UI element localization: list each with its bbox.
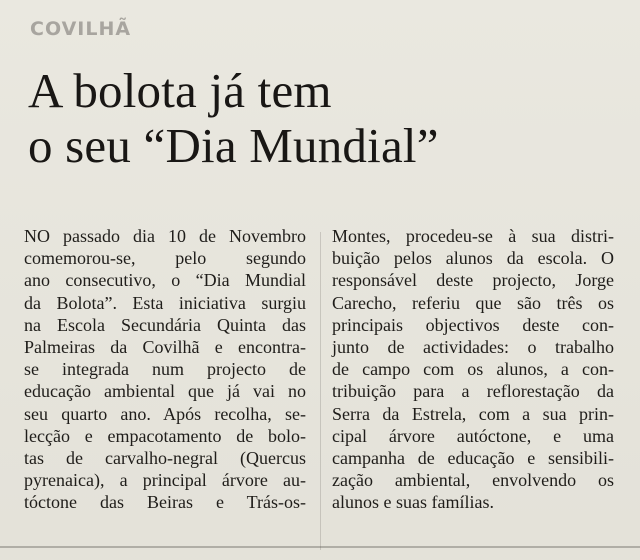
article-column-left [24, 225, 306, 514]
article-line: buição pelos alunos da escola. O [332, 248, 614, 269]
column-divider [320, 232, 321, 550]
article-line: campanha de educação e sensibili- [332, 448, 614, 469]
article-line: principais objectivos deste con- [332, 314, 614, 335]
article-line: seu quarto ano. Após recolha, se- [24, 403, 306, 424]
article-column-right [332, 225, 614, 514]
section-label: COVILHÃ [30, 18, 132, 40]
headline [28, 64, 618, 174]
article-line: de campo com os alunos, a con- [332, 359, 614, 380]
article-line: lecção e empacotamento de bolo- [24, 425, 306, 446]
article-line: pyrenaica), a principal árvore au- [24, 470, 306, 491]
headline-line-2: o seu “Dia Mundial” [28, 117, 439, 173]
article-line: ano consecutivo, o “Dia Mundial [24, 270, 306, 291]
article-line: zação ambiental, envolvendo os [332, 470, 614, 491]
article-line: alunos e suas famílias. [332, 492, 494, 513]
article-line: se integrada num projecto de [24, 359, 306, 380]
article-line: tóctone das Beiras e Trás-os- [24, 492, 306, 513]
article-line: na Escola Secundária Quinta das [24, 314, 306, 335]
article-line: Serra da Estrela, com a sua prin- [332, 403, 614, 424]
headline-line-1: A bolota já tem [28, 63, 332, 118]
article-line: da Bolota”. Esta iniciativa surgiu [24, 292, 306, 313]
article-line: responsável deste projecto, Jorge [332, 270, 614, 291]
article-line: tribuição para a reflorestação da [332, 381, 614, 402]
bottom-rule [0, 546, 640, 548]
article-line: junto de actividades: o trabalho [332, 337, 614, 358]
article-line: Palmeiras da Covilhã e encontra- [24, 337, 306, 358]
article-line: educação ambiental que já vai no [24, 381, 306, 402]
article-line: cipal árvore autóctone, e uma [332, 425, 614, 446]
article-line: tas de carvalho-negral (Quercus [24, 448, 306, 469]
article-line: comemorou-se, pelo segundo [24, 248, 306, 269]
article-line: Montes, procedeu-se à sua distri- [332, 226, 614, 246]
article-line: NO passado dia 10 de Novembro [24, 226, 306, 246]
article-line: Carecho, referiu que são três os [332, 292, 614, 313]
